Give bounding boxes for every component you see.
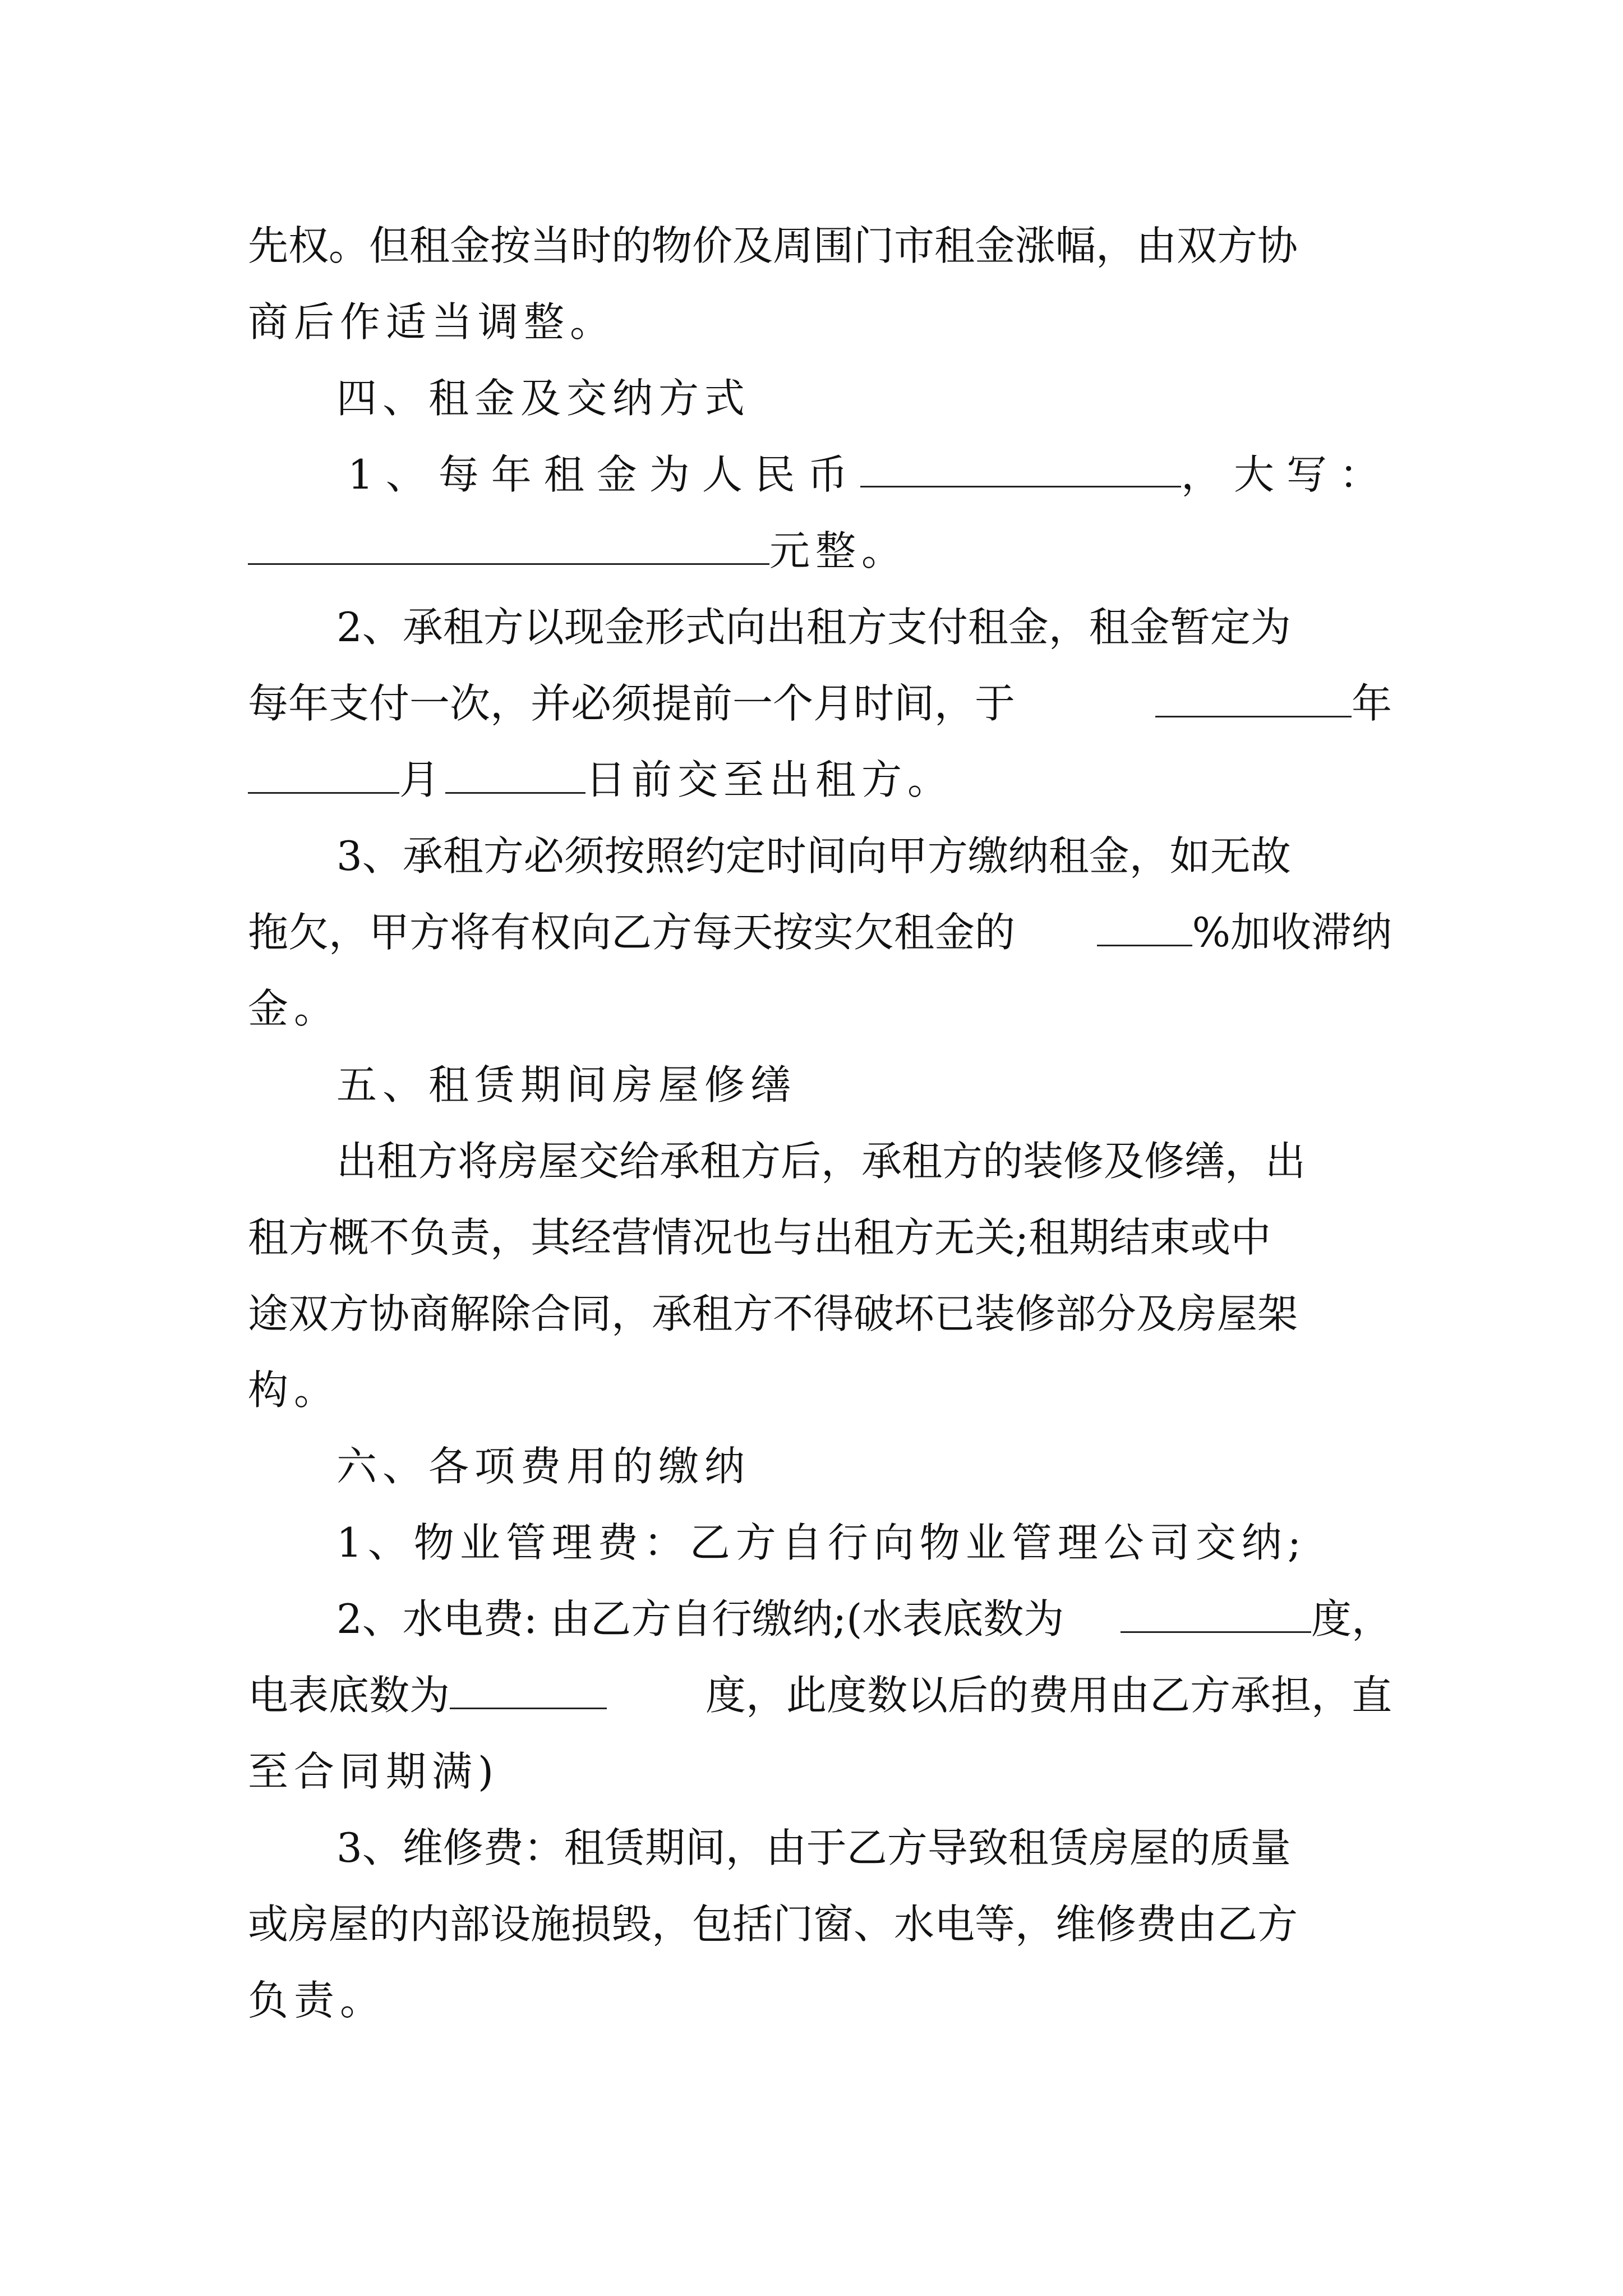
line-text: 商后作适当调整。 [248,298,616,346]
line-text: 日前交至出租方。 [585,756,954,803]
paragraph-line [248,899,1392,966]
line-text: ，大写： [1181,451,1392,498]
line-text: 3、维修费：租赁期间，由于乙方导致租赁房屋的质量 [336,1824,1291,1871]
paragraph-line [348,441,1392,508]
line-text: 2、水电费: 由乙方自行缴纳;(水表底数为 [336,1595,1064,1642]
line-text: %加收滞纳 [1192,909,1392,956]
paragraph-line [248,517,1392,585]
paragraph-line [336,1585,1392,1653]
line-text: 金。 [248,985,340,1032]
line-text: 2、承租方以现金形式向出租方支付租金，租金暂定为 [336,604,1291,651]
line-text: 租方概不负责，其经营情况也与出租方无关;租期结束或中 [248,1214,1271,1261]
line-text: 1、每年租金为人民币 [348,451,860,498]
line-text: 至合同期满) [248,1748,500,1795]
paragraph-line [336,593,1392,661]
heading-text: 四、租金及交纳方式 [336,375,751,422]
paragraph-line [248,212,1392,279]
line-text: 度，此度数以后的费用由乙方承担，直 [705,1672,1392,1719]
line-text: 度， [1311,1595,1392,1642]
line-text: 负责。 [248,1977,386,2024]
fill-blank-day[interactable] [445,747,585,794]
paragraph-line [248,1738,1392,1805]
paragraph-line [248,1280,1392,1347]
paragraph-line [248,1204,1392,1271]
heading-text: 五、租赁期间房屋修缮 [336,1061,797,1108]
paragraph-line [248,1967,1392,2034]
line-text: 出租方将房屋交给承租方后，承租方的装修及修缮，出 [336,1138,1306,1185]
fill-blank-year[interactable] [1155,671,1352,717]
line-text: 3、承租方必须按照约定时间向甲方缴纳租金，如无故 [336,832,1291,880]
fill-blank-rent-amount[interactable] [860,441,1181,487]
paragraph-line [336,1814,1392,1881]
paragraph-line [336,1509,1392,1576]
fill-blank-penalty-rate[interactable] [1097,900,1192,946]
line-text: 月 [399,756,446,803]
paragraph-line [248,1356,1392,1424]
line-text: 年 [1351,680,1392,727]
paragraph-line [336,1128,1392,1195]
paragraph-line [248,746,1392,813]
line-text: 先权。但租金按当时的物价及周围门市租金涨幅，由双方协 [248,222,1298,269]
line-text: 每年支付一次，并必须提前一个月时间，于 [248,680,1016,727]
line-text: 构。 [248,1366,340,1414]
fill-blank-electric-meter[interactable] [450,1663,607,1709]
fill-blank-rent-capital[interactable] [248,518,769,565]
paragraph-line [248,975,1392,1042]
line-text: 电表底数为 [248,1672,450,1719]
heading-text: 六、各项费用的缴纳 [336,1443,751,1490]
paragraph-line [248,670,1392,737]
paragraph-line [248,1890,1392,1958]
paragraph-line [336,822,1392,890]
paragraph-line [248,1662,1392,1729]
fill-blank-month[interactable] [248,747,399,794]
paragraph-line [248,288,1392,356]
section-heading-4 [336,365,1392,432]
line-text: 拖欠，甲方将有权向乙方每天按实欠租金的 [248,909,1016,956]
section-heading-5 [336,1051,1392,1119]
line-text: 途双方协商解除合同，承租方不得破坏已装修部分及房屋架 [248,1290,1298,1337]
line-text: 或房屋的内部设施损毁，包括门窗、水电等，维修费由乙方 [248,1901,1298,1948]
section-heading-6 [336,1433,1392,1500]
line-text: 元整。 [769,527,908,574]
line-text: 1、物业管理费：乙方自行向物业管理公司交纳; [336,1519,1307,1566]
fill-blank-water-meter[interactable] [1121,1586,1311,1633]
